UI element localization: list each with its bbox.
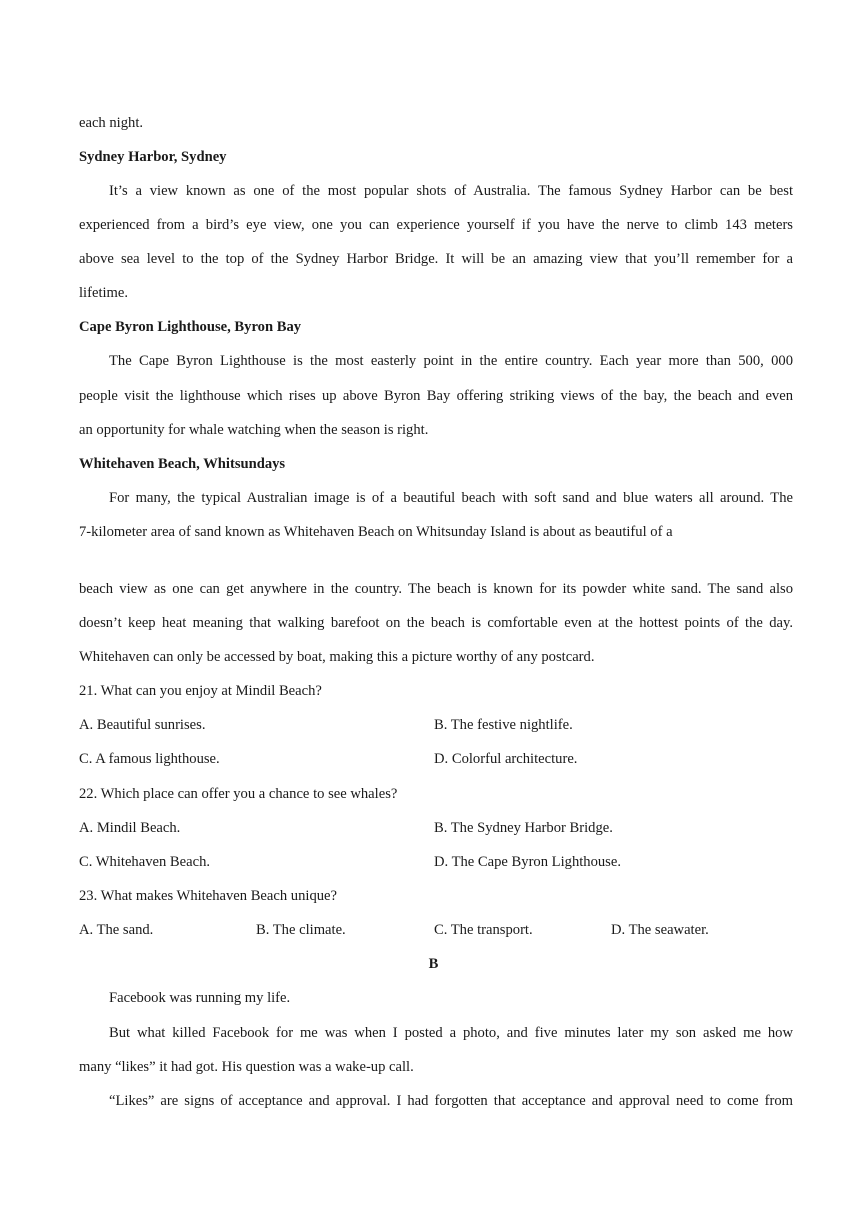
option-22-b: B. The Sydney Harbor Bridge. xyxy=(434,820,613,836)
paragraph-line: Facebook was running my life. xyxy=(109,990,291,1006)
paragraph-line: many “likes” it had got. His question was a wake-up call. xyxy=(79,1059,414,1075)
option-21-b: B. The festive nightlife. xyxy=(434,717,573,733)
paragraph-line: It’s a view known as one of the most popular shots of Australia. The famous Sydney Harbor can be best xyxy=(109,183,793,199)
section-heading-sydney: Sydney Harbor, Sydney xyxy=(79,149,227,165)
option-21-c: C. A famous lighthouse. xyxy=(79,751,220,767)
option-23-d: D. The seawater. xyxy=(611,922,709,938)
option-21-a: A. Beautiful sunrises. xyxy=(79,717,206,733)
paragraph-line: experienced from a bird’s eye view, one you can experience yourself if you have the nerve to climb 143 meters xyxy=(79,217,793,233)
paragraph-line: “Likes” are signs of acceptance and approval. I had forgotten that acceptance and approval need to come from xyxy=(109,1093,793,1109)
paragraph-line: doesn’t keep heat meaning that walking barefoot on the beach is comfortable even at the hottest points of the day. xyxy=(79,615,793,631)
paragraph-line: For many, the typical Australian image is of a beautiful beach with soft sand and blue waters all around. The xyxy=(109,490,793,506)
option-22-c: C. Whitehaven Beach. xyxy=(79,854,211,870)
paragraph-line: lifetime. xyxy=(79,285,129,301)
paragraph-line: 7-kilometer area of sand known as Whitehaven Beach on Whitsunday Island is about as beautiful of a xyxy=(79,524,673,540)
intro-tail-line: each night. xyxy=(79,115,144,131)
paragraph-line: an opportunity for whale watching when the season is right. xyxy=(79,422,429,438)
paragraph-line: The Cape Byron Lighthouse is the most easterly point in the entire country. Each year more than 500, 000 xyxy=(109,353,793,369)
option-22-a: A. Mindil Beach. xyxy=(79,820,181,836)
paragraph-line: people visit the lighthouse which rises up above Byron Bay offering striking views of the bay, the beach and even xyxy=(79,388,793,404)
option-22-d: D. The Cape Byron Lighthouse. xyxy=(434,854,621,870)
option-21-d: D. Colorful architecture. xyxy=(434,751,578,767)
paragraph-line: But what killed Facebook for me was when I posted a photo, and five minutes later my son asked me how xyxy=(109,1025,793,1041)
option-23-a: A. The sand. xyxy=(79,922,154,938)
paragraph-line: beach view as one can get anywhere in the country. The beach is known for its powder white sand. The sand also xyxy=(79,581,793,597)
paragraph-line: above sea level to the top of the Sydney Harbor Bridge. It will be an amazing view that you’ll remember for a xyxy=(79,251,793,267)
question-stem-21: 21. What can you enjoy at Mindil Beach? xyxy=(79,683,322,699)
option-23-b: B. The climate. xyxy=(256,922,346,938)
section-heading-whitehaven: Whitehaven Beach, Whitsundays xyxy=(79,456,286,472)
section-heading-byron: Cape Byron Lighthouse, Byron Bay xyxy=(79,319,302,335)
question-stem-22: 22. Which place can offer you a chance to see whales? xyxy=(79,786,398,802)
passage-b-heading: B xyxy=(428,956,439,972)
paragraph-line: Whitehaven can only be accessed by boat, making this a picture worthy of any postcard. xyxy=(79,649,595,665)
question-stem-23: 23. What makes Whitehaven Beach unique? xyxy=(79,888,338,904)
option-23-c: C. The transport. xyxy=(434,922,533,938)
